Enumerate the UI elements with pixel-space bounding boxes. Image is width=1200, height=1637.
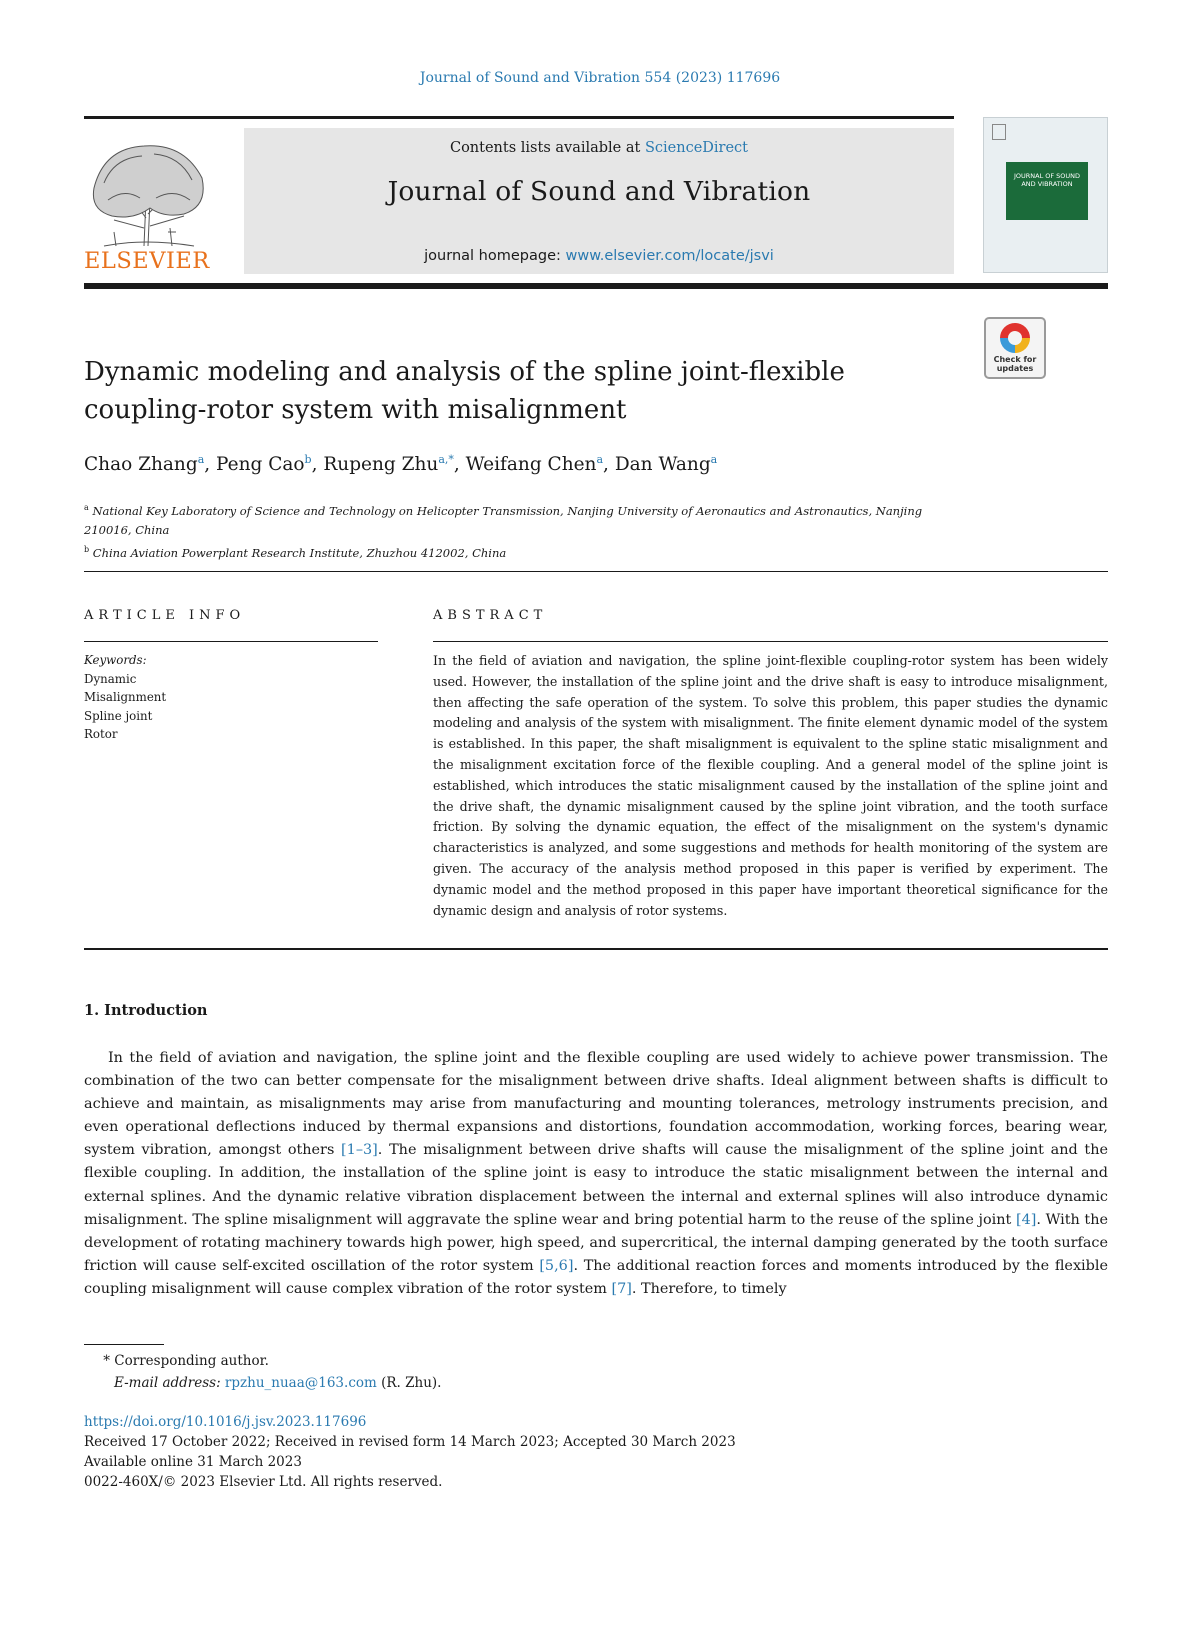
corresponding-author-note [84,1350,684,1372]
check-updates-icon [1000,323,1030,353]
cover-title-panel [1006,162,1088,220]
affiliation-a [84,498,964,540]
keyword-item: Spline joint [84,708,153,723]
author-name[interactable]: Dan Wang [614,454,711,476]
keyword-item: Rotor [84,727,118,741]
homepage-link[interactable]: www.elsevier.com/locate/jsvi [565,248,774,264]
keywords-heading: Keywords: [84,653,147,667]
citation-link[interactable]: [4] [1015,1211,1037,1228]
author-name[interactable]: Peng Cao [216,454,305,476]
paragraph-text: . The additional reaction forces and moments introduced by the flexible coupling misalignment will cause complex vibration of the rotor system [84,1257,1108,1297]
affiliation-text: National Key Laboratory of Science and Technology on Helicopter Transmission, Nanjing University of Aeronautics and Astronautics, Nanjing 210016, China [84,503,923,537]
affiliation-mark: a [84,503,89,512]
section-heading-introduction: 1. Introduction [84,1002,208,1019]
elsevier-tree-icon [84,128,214,273]
paragraph-text: . The misalignment between drive shafts will cause the misalignment of the spline joint and the flexible coupling. In addition, the installation of the spline joint is easy to introduce the static misalignment between the internal and external splines. And the dynamic relative vibration displacement between the internal and external splines will also introduce dynamic misalignment. The spline misalignment will aggravate the spline wear and bring potential harm to the reuse of the spline joint [84,1142,1108,1228]
homepage-prefix: journal homepage: [424,248,566,264]
divider [433,641,1108,642]
footnote-star: * [103,1353,110,1369]
journal-cover-image[interactable] [983,117,1108,273]
email-note [84,1372,684,1394]
journal-title: Journal of Sound and Vibration [387,176,811,207]
homepage-line [244,248,954,264]
paragraph-text: . With the development of rotating machinery towards high power, high speed, and supercritical, the internal damping generated by the tooth surface friction will cause self-excited oscillation of the rotor system [84,1211,1108,1274]
author-affiliation-mark[interactable]: b [304,453,312,466]
introduction-paragraph [84,1047,1108,1301]
author-name[interactable]: Weifang Chen [465,454,597,476]
affiliation-mark: b [84,544,90,554]
check-for-updates-button[interactable] [984,317,1046,379]
author-affiliation-mark[interactable]: a [197,453,205,466]
sciencedirect-link[interactable]: ScienceDirect [644,140,749,156]
paragraph-text: In the field of aviation and navigation, the spline joint and the flexible coupling are used widely to achieve power transmission. The combination of the two can better compensate for the misalignment between drive shafts. Ideal alignment between shafts is difficult to achieve and maintain, as misalignments may arise from manufacturing and mounting tolerances, metrology instruments precision, and even operational deflections induced by thermal expansions and distortions, foundation accommodation, working forces, bearing wear, system vibration, amongst others [84,1050,1108,1159]
abstract-text: In the field of aviation and navigation, the spline joint-flexible coupling-rotor system has been widely used. However, the installation of the spline joint and the drive shaft is easy to introduce misalignment, then affecting the safe operation of the system. To solve this problem, this paper studies the dynamic modeling and analysis of the system with misalignment. The finite element dynamic model of the system is established. In this paper, the shaft misalignment is equivalent to the spline static misalignment and the misalignment excitation force of the flexible coupling. And a general model of the spline joint is established, which introduces the static misalignment caused by the installation of the spline joint and the drive shaft, the dynamic misalignment caused by the spline joint vibration, and the tooth surface friction. By solving the dynamic equation, the effect of the misalignment on the system's dynamic characteristics is analyzed, and some suggestions and methods for health monitoring of the system are given. The accuracy of the analysis method proposed in this paper is verified by experiment. The dynamic model and the method proposed in this paper have important theoretical significance for the dynamic design and analysis of rotor systems. [433,653,1108,918]
divider [84,571,1108,572]
article-title-line-1: Dynamic modeling and analysis of the spline joint-flexible [84,357,845,387]
keywords [84,651,374,744]
journal-box [244,128,954,274]
author-affiliation-mark[interactable]: a [596,453,604,466]
author-affiliation-mark[interactable]: a,* [438,453,454,466]
contents-prefix: Contents lists available at [449,140,645,156]
citation-link[interactable]: [7] [611,1280,632,1297]
corresponding-author-text: Corresponding author. [114,1353,269,1369]
copyright: 0022-460X/© 2023 Elsevier Ltd. All rights reserved. [84,1474,443,1490]
affiliation-text: China Aviation Powerplant Research Institute, Zhuzhou 412002, China [92,545,507,560]
article-info-heading: ARTICLE INFO [84,608,246,623]
received-dates: Received 17 October 2022; Received in revised form 14 March 2023; Accepted 30 March 2023 [84,1434,736,1450]
check-updates-label: Check for updates [993,355,1037,373]
masthead-bottom-rule [84,283,1108,289]
author-list: Chao Zhang$^a$, Peng Cao$^b$, Rupeng Zhu$^{a,*}$, Weifang Chen$^a$, Dan Wang$^a$ [84,453,718,476]
article-title-line-2: coupling-rotor system with misalignment [84,395,627,425]
paragraph-text: . Therefore, to timely [631,1280,787,1297]
article-title [84,353,944,429]
running-header[interactable]: Journal of Sound and Vibration 554 (2023) 117696 [419,70,781,86]
email-suffix: (R. Zhu). [376,1375,442,1391]
masthead-top-rule [84,116,954,119]
doi-link[interactable]: https://doi.org/10.1016/j.jsv.2023.117696 [84,1414,367,1430]
citation-link[interactable]: [5,6] [539,1257,574,1274]
available-online: Available online 31 March 2023 [84,1454,302,1470]
divider [84,948,1108,950]
keyword-item: Dynamic [84,671,137,686]
email-label: E-mail address: [114,1375,221,1391]
elsevier-wordmark: ELSEVIER [84,248,210,273]
email-link[interactable]: rpzhu_nuaa@163.com [224,1375,377,1391]
article-history [84,1412,984,1492]
cover-title-text: JOURNAL OF SOUND AND VIBRATION [1013,172,1081,188]
citation-link[interactable]: [1–3] [341,1142,378,1159]
author-name[interactable]: Rupeng Zhu [323,454,439,476]
affiliations [84,498,964,563]
divider [84,641,378,642]
cover-elsevier-mark [992,124,1006,140]
contents-line [244,140,954,156]
affiliation-b [84,540,964,563]
author-name[interactable]: Chao Zhang [84,454,198,476]
abstract-heading: ABSTRACT [433,608,548,623]
footnote [84,1350,684,1394]
footnote-divider [84,1344,164,1345]
elsevier-logo[interactable] [84,128,214,273]
keyword-item: Misalignment [84,690,167,704]
author-affiliation-mark[interactable]: a [710,453,718,466]
